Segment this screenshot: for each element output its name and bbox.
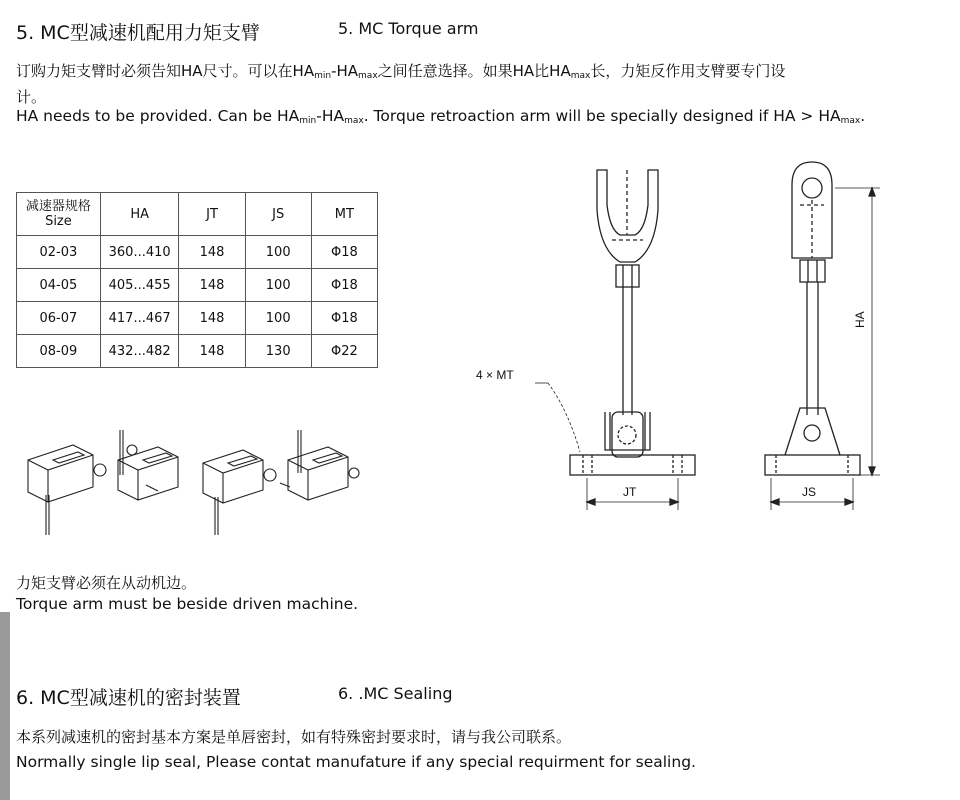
cell-jt: 148 [179, 236, 245, 269]
torque-arm-note-cn: 力矩支臂必须在从动机边。 [16, 574, 197, 592]
cell-js: 100 [245, 302, 311, 335]
cell-js: 100 [245, 269, 311, 302]
mounting-example-1 [28, 445, 106, 535]
table-row [17, 302, 378, 335]
cell-mt: Φ18 [311, 302, 377, 335]
mounting-example-3 [203, 450, 276, 535]
torque-arm-side-view [765, 162, 880, 510]
header-jt: JT [179, 193, 245, 236]
label-4xmt: 4 × MT [476, 368, 514, 382]
table-row [17, 269, 378, 302]
cell-mt: Φ18 [311, 236, 377, 269]
mounting-example-2 [118, 430, 178, 500]
torque-arm-front-view [535, 170, 695, 510]
label-jt: JT [623, 485, 637, 499]
cell-ha: 405...455 [100, 269, 179, 302]
section5-para-cn: 订购力矩支臂时必须告知HA尺寸。可以在$HA_{min}-HA_{max}$之间任意选择。如果HA比$HA_{max}$长，力矩反作用支臂要专门设 [16, 62, 786, 81]
torque-arm-spec-table [16, 192, 378, 368]
cell-size: 06-07 [17, 302, 101, 335]
section5-para-cn-line2: 计。 [16, 88, 47, 106]
cell-size: 08-09 [17, 335, 101, 368]
torque-arm-drawing [440, 150, 910, 530]
label-js: JS [802, 485, 817, 499]
section5-title-en: 5. MC Torque arm [338, 19, 479, 38]
table-row [17, 335, 378, 368]
cell-jt: 148 [179, 269, 245, 302]
header-size: 减速器规格 Size [17, 193, 101, 236]
section6-para-en: Normally single lip seal, Please contat manufature if any special requirment for sealing. [16, 753, 696, 771]
section6-para-cn: 本系列减速机的密封基本方案是单唇密封，如有特殊密封要求时，请与我公司联系。 [16, 728, 572, 746]
section6-title-en: 6. .MC Sealing [338, 684, 453, 703]
header-mt: MT [311, 193, 377, 236]
cell-mt: Φ22 [311, 335, 377, 368]
header-js: JS [245, 193, 311, 236]
torque-arm-note-en: Torque arm must be beside driven machine. [16, 595, 359, 613]
mounting-illustrations [18, 425, 378, 540]
section5-para-en: HA needs to be provided. Can be $HA_{min}-HA_{max}$. Torque retroaction arm will be specially designed if HA > $HA_{max}$. [16, 107, 866, 126]
cell-size: 02-03 [17, 236, 101, 269]
cell-js: 100 [245, 236, 311, 269]
section5-title-cn: 5. MC型减速机配用力矩支臂 [16, 22, 260, 44]
page-side-bar [0, 612, 10, 800]
label-ha: HA [853, 311, 867, 328]
cell-ha: 417...467 [100, 302, 179, 335]
cell-ha: 432...482 [100, 335, 179, 368]
table-header-row [17, 193, 378, 236]
table-row [17, 236, 378, 269]
cell-ha: 360...410 [100, 236, 179, 269]
cell-jt: 148 [179, 302, 245, 335]
section6-title-cn: 6. MC型减速机的密封装置 [16, 687, 241, 709]
cell-js: 130 [245, 335, 311, 368]
header-ha: HA [100, 193, 179, 236]
cell-mt: Φ18 [311, 269, 377, 302]
cell-jt: 148 [179, 335, 245, 368]
mounting-example-4 [280, 430, 359, 500]
cell-size: 04-05 [17, 269, 101, 302]
